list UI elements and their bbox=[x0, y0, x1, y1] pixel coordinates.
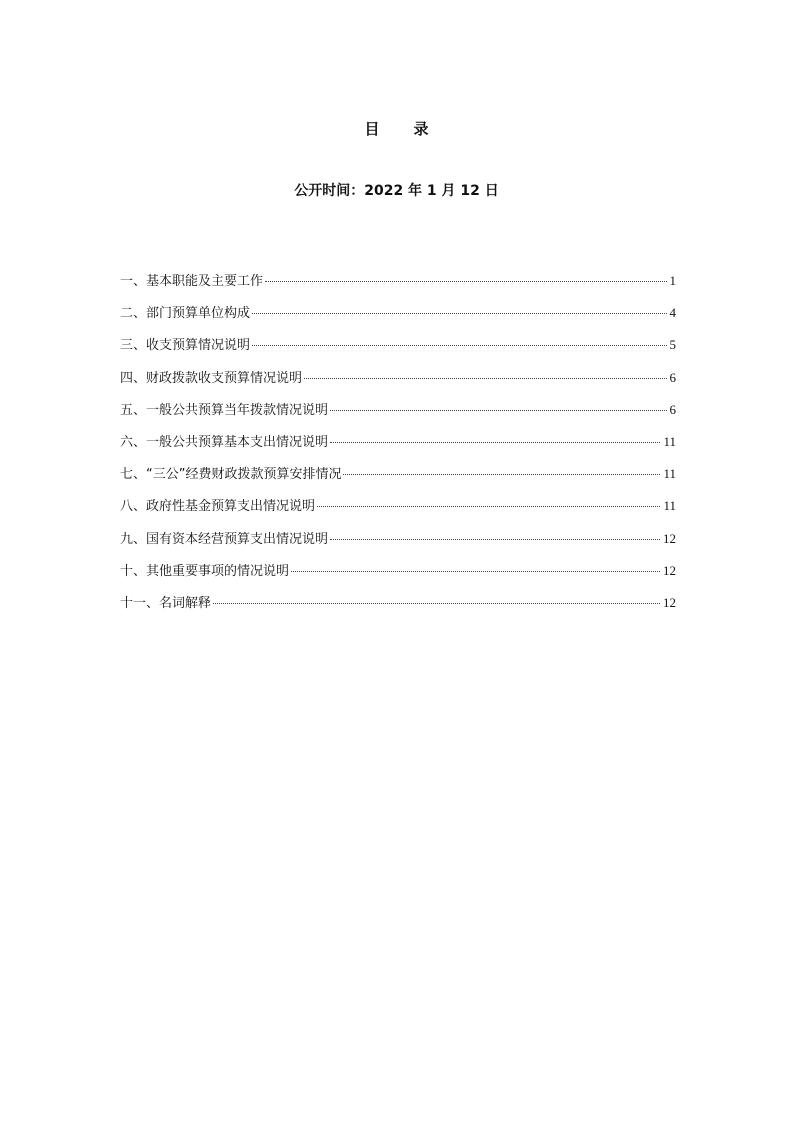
toc-dot-leader bbox=[291, 571, 660, 572]
toc-dot-leader bbox=[265, 281, 666, 282]
toc-entry[interactable] bbox=[120, 431, 676, 463]
toc-entry-page: 11 bbox=[663, 466, 676, 482]
toc-entry-label: 九、国有资本经营预算支出情况说明 bbox=[120, 531, 329, 547]
toc-entry-label: 五、一般公共预算当年拨款情况说明 bbox=[120, 402, 329, 418]
toc-entry[interactable] bbox=[120, 463, 676, 495]
toc-entry-label: 四、财政拨款收支预算情况说明 bbox=[120, 370, 303, 386]
title-char-2: 录 bbox=[413, 120, 429, 138]
title-char-1: 目 bbox=[364, 120, 380, 138]
toc-entry[interactable] bbox=[120, 270, 676, 302]
toc-entry-page: 12 bbox=[663, 562, 676, 578]
toc-dot-leader bbox=[252, 313, 666, 314]
toc-entry-page: 12 bbox=[663, 530, 676, 546]
toc-entry-label: 一、基本职能及主要工作 bbox=[120, 274, 264, 289]
toc-entry-label: 十、其他重要事项的情况说明 bbox=[120, 563, 290, 579]
toc-entry-label: 六、一般公共预算基本支出情况说明 bbox=[120, 434, 329, 450]
toc-entry-label: 七、“三公”经费财政拨款预算安排情况 bbox=[120, 467, 342, 483]
toc-entry-label: 二、部门预算单位构成 bbox=[120, 306, 251, 322]
toc-dot-leader bbox=[330, 442, 660, 443]
toc-entry-page: 5 bbox=[669, 337, 676, 353]
toc-entry-page: 6 bbox=[669, 401, 676, 417]
toc-entry[interactable] bbox=[120, 367, 676, 399]
toc-entry[interactable] bbox=[120, 592, 676, 624]
toc-entry[interactable] bbox=[120, 495, 676, 527]
toc-entry-page: 11 bbox=[663, 433, 676, 449]
toc-entry-label: 十一、名词解释 bbox=[120, 595, 212, 611]
toc-dot-leader bbox=[330, 410, 666, 411]
toc-entry-label: 八、政府性基金预算支出情况说明 bbox=[120, 499, 316, 515]
toc-entry[interactable] bbox=[120, 334, 676, 366]
toc-dot-leader bbox=[343, 474, 660, 475]
page-title bbox=[0, 118, 793, 139]
toc-entry[interactable] bbox=[120, 302, 676, 334]
table-of-contents bbox=[120, 270, 676, 624]
toc-dot-leader bbox=[213, 603, 660, 604]
toc-entry[interactable] bbox=[120, 528, 676, 560]
toc-entry-page: 12 bbox=[663, 594, 676, 610]
toc-dot-leader bbox=[252, 345, 666, 346]
toc-dot-leader bbox=[304, 378, 666, 379]
toc-entry[interactable] bbox=[120, 399, 676, 431]
toc-entry-page: 11 bbox=[663, 498, 676, 514]
publication-date: 公开时间：2022 年 1 月 12 日 bbox=[294, 183, 499, 199]
toc-entry-label: 三、收支预算情况说明 bbox=[120, 338, 251, 354]
toc-entry-page: 4 bbox=[669, 305, 676, 321]
toc-dot-leader bbox=[317, 506, 660, 507]
toc-entry[interactable] bbox=[120, 560, 676, 592]
toc-dot-leader bbox=[330, 539, 660, 540]
toc-entry-page: 6 bbox=[669, 369, 676, 385]
toc-entry-page: 1 bbox=[669, 273, 676, 288]
